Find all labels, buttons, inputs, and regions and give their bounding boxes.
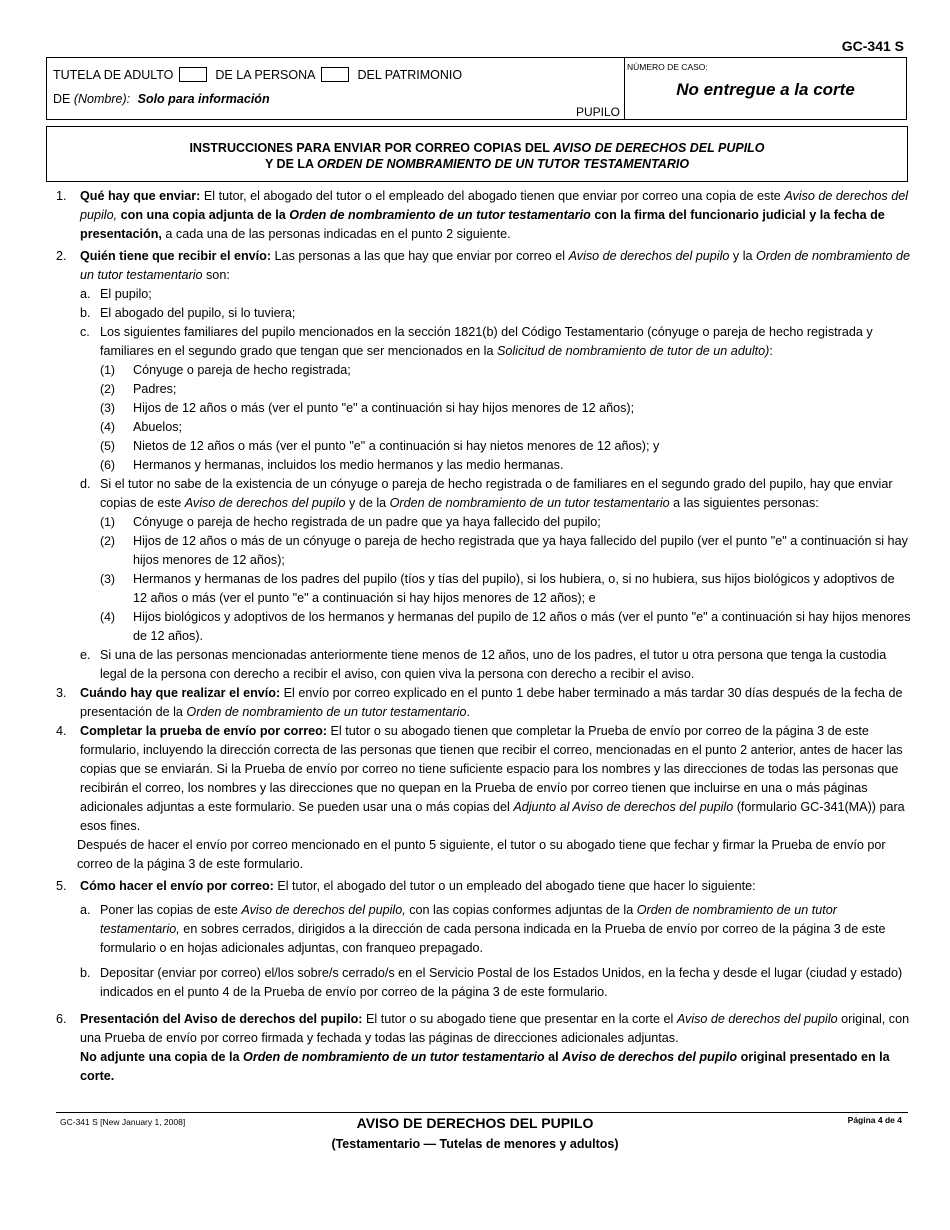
text-run: . [466,705,470,719]
guardianship-type-row [53,67,462,82]
caption-left [47,58,625,119]
title-line-1-text: INSTRUCCIONES PARA ENVIAR POR CORREO COPIAS DEL [189,141,554,155]
item-heading: Completar la prueba de envío por correo: [80,724,328,738]
italic-run: Orden de nombramiento de un tutor testamentario [186,705,467,719]
italic-run: Aviso de derechos del pupilo [184,496,346,510]
item-4-continuation: Después de hacer el envío por correo mencionado en el punto 5 siguiente, el tutor o su abogado tiene que fechar y firmar la Prueba de envío por correo de la página 3 de este formulario. [77,838,886,871]
case-number-label: NÚMERO DE CASO: [627,62,708,72]
item-5b [56,964,912,1002]
item-1 [56,187,912,244]
subsub-text: Nietos de 12 años o más (ver el punto "e" a continuación si hay nietos menores de 12 años); y [133,439,660,453]
bold-italic-run: Orden de nombramiento de un tutor testamentario [289,208,591,222]
item-3 [56,684,912,722]
subsub-text: Hijos de 12 años o más (ver el punto "e" a continuación si hay hijos menores de 12 años); [133,401,635,415]
item-2d-1 [56,513,912,532]
subsub-text: Cónyuge o pareja de hecho registrada de un padre que ya haya fallecido del pupilo; [133,515,601,529]
sub-text: El abogado del pupilo, si lo tuviera; [100,306,296,320]
subsub-number: (2) [100,534,116,548]
text-run: Las personas a las que hay que enviar por correo el [271,249,569,263]
item-2d-4 [56,608,912,646]
item-text [80,684,912,722]
warning-text [80,1050,890,1083]
title-line-2-italic: ORDEN DE NOMBRAMIENTO DE UN TUTOR TESTAMENTARIO [317,157,690,171]
item-2d [56,475,912,513]
footer-title: AVISO DE DERECHOS DEL PUPILO [356,1115,594,1131]
sub-text [100,323,912,361]
text-run: El tutor, el abogado del tutor o el empleado del abogado tienen que enviar por correo una copia de este [200,189,785,203]
subsub-number: (2) [100,382,116,396]
item-heading: Cómo hacer el envío por correo: [80,879,274,893]
sub-text: El pupilo; [100,287,152,301]
item-text [80,1010,912,1086]
item-4 [56,722,912,836]
subsub-text: Abuelos; [133,420,183,434]
item-2c-3 [56,399,912,418]
text-run: Los siguientes familiares del pupilo mencionados en la sección 1821(b) del Código Testamentario (cónyuge o pareja de hecho registrada y familiares en el segundo grado que tengan que ser mencionados en la [100,325,873,358]
italic-run: Solicitud de nombramiento de tutor de un adulto) [496,344,770,358]
text-run: El tutor o su abogado tienen que completar la Prueba de envío por correo de la página 3 de este formulario, incluyendo la dirección correcta de las personas que tienen que recibir el correo, mencionadas en el punto 2 anterior, antes de hacer las copias que se enviarán. Si la Prueba de envío por correo no tiene suficiente espacio para los nombres y las direcciones de todas las personas que recibirán el correo, los nombres y las direcciones que no quepan en la Prueba de envío por correo tienen que incluirse en una o más páginas adicionales adjuntas a este formulario. Se pueden usar una o más copias del [80,724,903,814]
italic-run: Orden de nombramiento de un tutor testamentario [389,496,670,510]
item-5 [56,877,912,896]
item-text [80,247,912,285]
footer-revision: GC-341 S [New January 1, 2008] [60,1117,186,1127]
bold-run: original presentado en la corte. [80,1050,890,1083]
subsub-number: (1) [100,363,116,377]
persona-label: DE LA PERSONA [215,67,316,82]
sub-letter: e. [80,648,91,662]
nombre-row [53,92,270,106]
sub-letter: a. [80,287,91,301]
nombre-value: Solo para información [137,92,270,106]
bold-run: al [544,1050,563,1064]
sub-text: Depositar (enviar por correo) el/los sobre/s cerrado/s en el Servicio Postal de los Estados Unidos, en la fecha y desde el lugar (ciudad y estado) indicados en el punto 4 de la Prueba de envío por correo de la página 3 de este formulario. [100,966,903,999]
text-run: son: [202,268,230,282]
text-run: : [769,344,773,358]
sub-letter: d. [80,477,91,491]
text-run: Poner las copias de este [100,903,242,917]
text-run: en sobres cerrados, dirigidos a la dirección de cada persona indicada en la Prueba de envío por correo de la página 3 de este formulario o en hojas adicionales adjuntas, con franqueo prepagado. [100,922,886,955]
subsub-text: Hermanos y hermanas, incluidos los medio hermanos y las medio hermanas. [133,458,564,472]
title-line-1-italic: AVISO DE DERECHOS DEL PUPILO [553,141,765,155]
sub-text [100,475,912,513]
subsub-number: (4) [100,420,116,434]
text-run: El tutor o su abogado tiene que presentar en la corte el [362,1012,677,1026]
item-text [80,877,912,896]
subsub-number: (1) [100,515,116,529]
item-number: 5. [56,879,67,893]
caption-box [46,57,907,120]
title-line-2-text: Y DE LA [264,157,318,171]
text-run: a las siguientes personas: [669,496,819,510]
subsub-text: Hijos de 12 años o más de un cónyuge o pareja de hecho registrada que ya haya fallecido del pupilo (ver el punto "e" a continuación si hay hijos menores de 12 años); [133,534,908,567]
item-number: 3. [56,686,67,700]
bold-run: con una copia adjunta de la [117,208,290,222]
bold-run: con la firma del funcionario judicial y la fecha de presentación, [80,208,885,241]
de-label: DE [53,92,71,106]
tutela-label: TUTELA DE ADULTO [53,67,174,82]
subsub-number: (3) [100,401,116,415]
subsub-number: (3) [100,572,116,586]
instructions-body [56,187,912,1086]
pupilo-label: PUPILO [575,105,620,119]
item-2b [56,304,912,323]
patrimonio-checkbox[interactable] [321,67,349,82]
item-text [80,187,912,244]
italic-run: Orden de nombramiento de un tutor testamentario, [100,903,837,936]
sub-letter: c. [80,325,90,339]
item-6 [56,1010,912,1086]
italic-run: Aviso de derechos del pupilo, [80,189,909,222]
item-number: 4. [56,724,67,738]
subsub-text: Hijos biológicos y adoptivos de los hermanos y hermanas del pupilo de 12 años o más (ver el punto "e" a continuación si hay hijos menores de 12 años). [133,610,911,643]
bold-run: No adjunte una copia de la [80,1050,244,1064]
item-heading: Quién tiene que recibir el envío: [80,249,272,263]
sub-letter: b. [80,966,91,980]
item-2c-5 [56,437,912,456]
bold-italic-run: Aviso de derechos del pupilo [562,1050,738,1064]
item-heading: Cuándo hay que realizar el envío: [80,686,281,700]
sub-letter: a. [80,903,91,917]
text-run: y de la [345,496,390,510]
title-line-1 [47,140,907,156]
item-2c-6 [56,456,912,475]
item-2c-1 [56,361,912,380]
case-number-value: No entregue a la corte [676,80,855,99]
case-number-box [625,58,906,119]
italic-run: Aviso de derechos del pupilo [568,249,730,263]
italic-run: Aviso de derechos del pupilo [676,1012,838,1026]
item-5a [56,901,912,958]
item-number: 6. [56,1012,67,1026]
italic-run: Adjunto al Aviso de derechos del pupilo [513,800,734,814]
subsub-number: (6) [100,458,116,472]
persona-checkbox[interactable] [179,67,207,82]
patrimonio-label: DEL PATRIMONIO [357,67,463,82]
subsub-number: (5) [100,439,116,453]
item-2c-4 [56,418,912,437]
text-run: Si el tutor no sabe de la existencia de un cónyuge o pareja de hecho registrada o de familiares en el segundo grado del pupilo, hay que enviar copias de este [100,477,893,510]
sub-text [100,901,912,958]
item-2c-2 [56,380,912,399]
text-run: y la [729,249,757,263]
item-2a [56,285,912,304]
bold-italic-run: Orden de nombramiento de un tutor testamentario [243,1050,545,1064]
item-2 [56,247,912,285]
footer-subtitle: (Testamentario — Tutelas de menores y adultos) [331,1137,619,1151]
title-line-2 [47,156,907,172]
item-2d-2 [56,532,912,570]
instructions-title [46,126,908,182]
sub-letter: b. [80,306,91,320]
item-number: 2. [56,249,67,263]
item-text [80,722,912,836]
text-run: a cada una de las personas indicadas en el punto 2 siguiente. [161,227,511,241]
italic-run: Aviso de derechos del pupilo, [241,903,406,917]
subsub-text: Hermanos y hermanas de los padres del pupilo (tíos y tías del pupilo), si los hubiera, o, si no hubiera, sus hijos biológicos y adoptivos de 12 años o más (ver el punto "e" a continuación si hay hijos menores de 12 años); e [133,572,895,605]
form-id: GC-341 S [841,38,904,54]
item-number: 1. [56,189,67,203]
page-number: Página 4 de 4 [847,1115,902,1125]
sub-text: Si una de las personas mencionadas anteriormente tiene menos de 12 años, uno de los padres, el tutor u otra persona que tenga la custodia legal de la persona con derecho a recibir el aviso, con quien viva la persona con derecho a recibir el aviso. [100,648,887,681]
item-2d-3 [56,570,912,608]
text-run: con las copias conformes adjuntas de la [405,903,637,917]
item-2c [56,323,912,361]
item-heading: Qué hay que enviar: [80,189,201,203]
text-run: original, con una Prueba de envío por correo firmada y fechada y todas las páginas de direcciones adicionales adjuntas. [80,1012,910,1045]
text-run: (formulario GC-341(MA)) para esos fines. [80,800,905,833]
item-2e [56,646,912,684]
text-run: El tutor, el abogado del tutor o un empleado del abogado tiene que hacer lo siguiente: [273,879,756,893]
item-heading: Presentación del Aviso de derechos del pupilo: [80,1012,363,1026]
nombre-label: (Nombre): [73,92,131,106]
italic-run: Orden de nombramiento de un tutor testamentario [80,249,911,282]
text-run: El envío por correo explicado en el punto 1 debe haber terminado a más tardar 30 días después de la fecha de presentación de la [80,686,903,719]
subsub-text: Cónyuge o pareja de hecho registrada; [133,363,351,377]
subsub-text: Padres; [133,382,177,396]
subsub-number: (4) [100,610,116,624]
footer-divider [56,1112,908,1113]
